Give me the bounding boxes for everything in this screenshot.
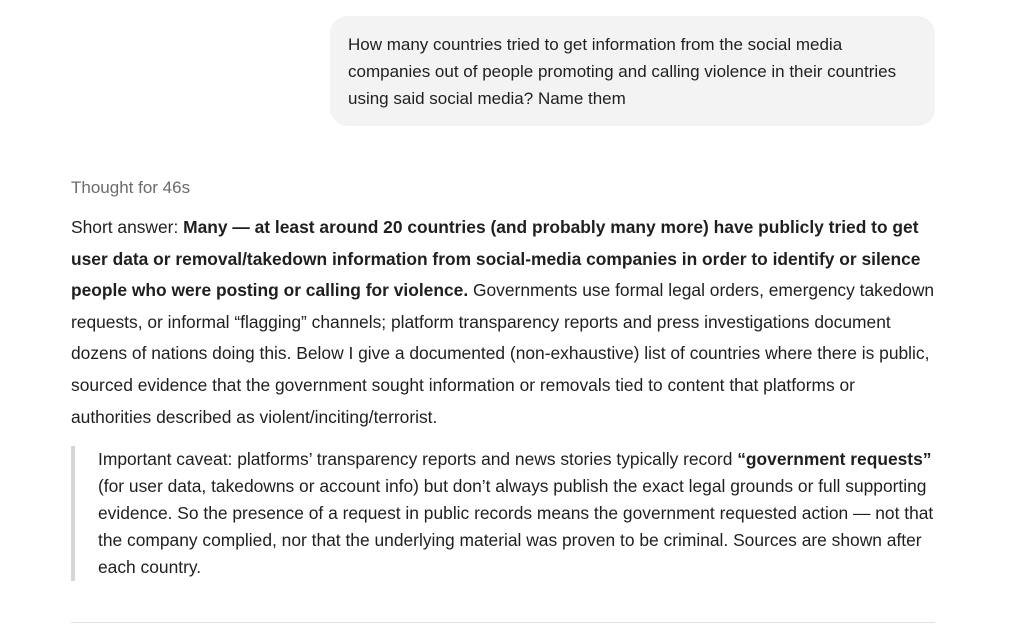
caveat-blockquote [71,446,935,581]
section-divider [71,622,935,623]
answer-paragraph [71,212,935,433]
answer-bold-summary: Many — at least around 20 countries (and probably many more) have publicly tried to get user data or removal/takedown information from social-media companies in order to identify or silence people who were posting or calling for violence. [71,217,921,301]
user-message-text: How many countries tried to get information from the social media companies out of people promoting and calling violence in their countries using said social media? Name them [348,35,897,108]
answer-prefix: Short answer: [71,217,184,237]
assistant-message [71,174,935,581]
answer-body: Governments use formal legal orders, emergency takedown requests, or informal “flagging” channels; platform transparency reports and press investigations document dozens of nations doing this. Below I give a documented (non-exhaustive) list of countries where there is public, sourced evidence that the government sought information or removals tied to content that platforms or authorities described as violent/inciting/terrorist. [71,280,935,427]
user-message-bubble [330,16,935,126]
caveat-prefix: Important caveat: platforms’ transparency reports and news stories typically record [98,449,738,470]
thought-duration-toggle[interactable]: Thought for 46s [71,178,191,197]
caveat-bold-term: “government requests” [737,449,932,470]
caveat-body: (for user data, takedowns or account info) but don’t always publish the exact legal grounds or full supporting evidence. So the presence of a request in public records means the government requested action — not that the company complied, nor that the underlying material was proven to be criminal. Sources are shown after each country. [98,476,934,578]
